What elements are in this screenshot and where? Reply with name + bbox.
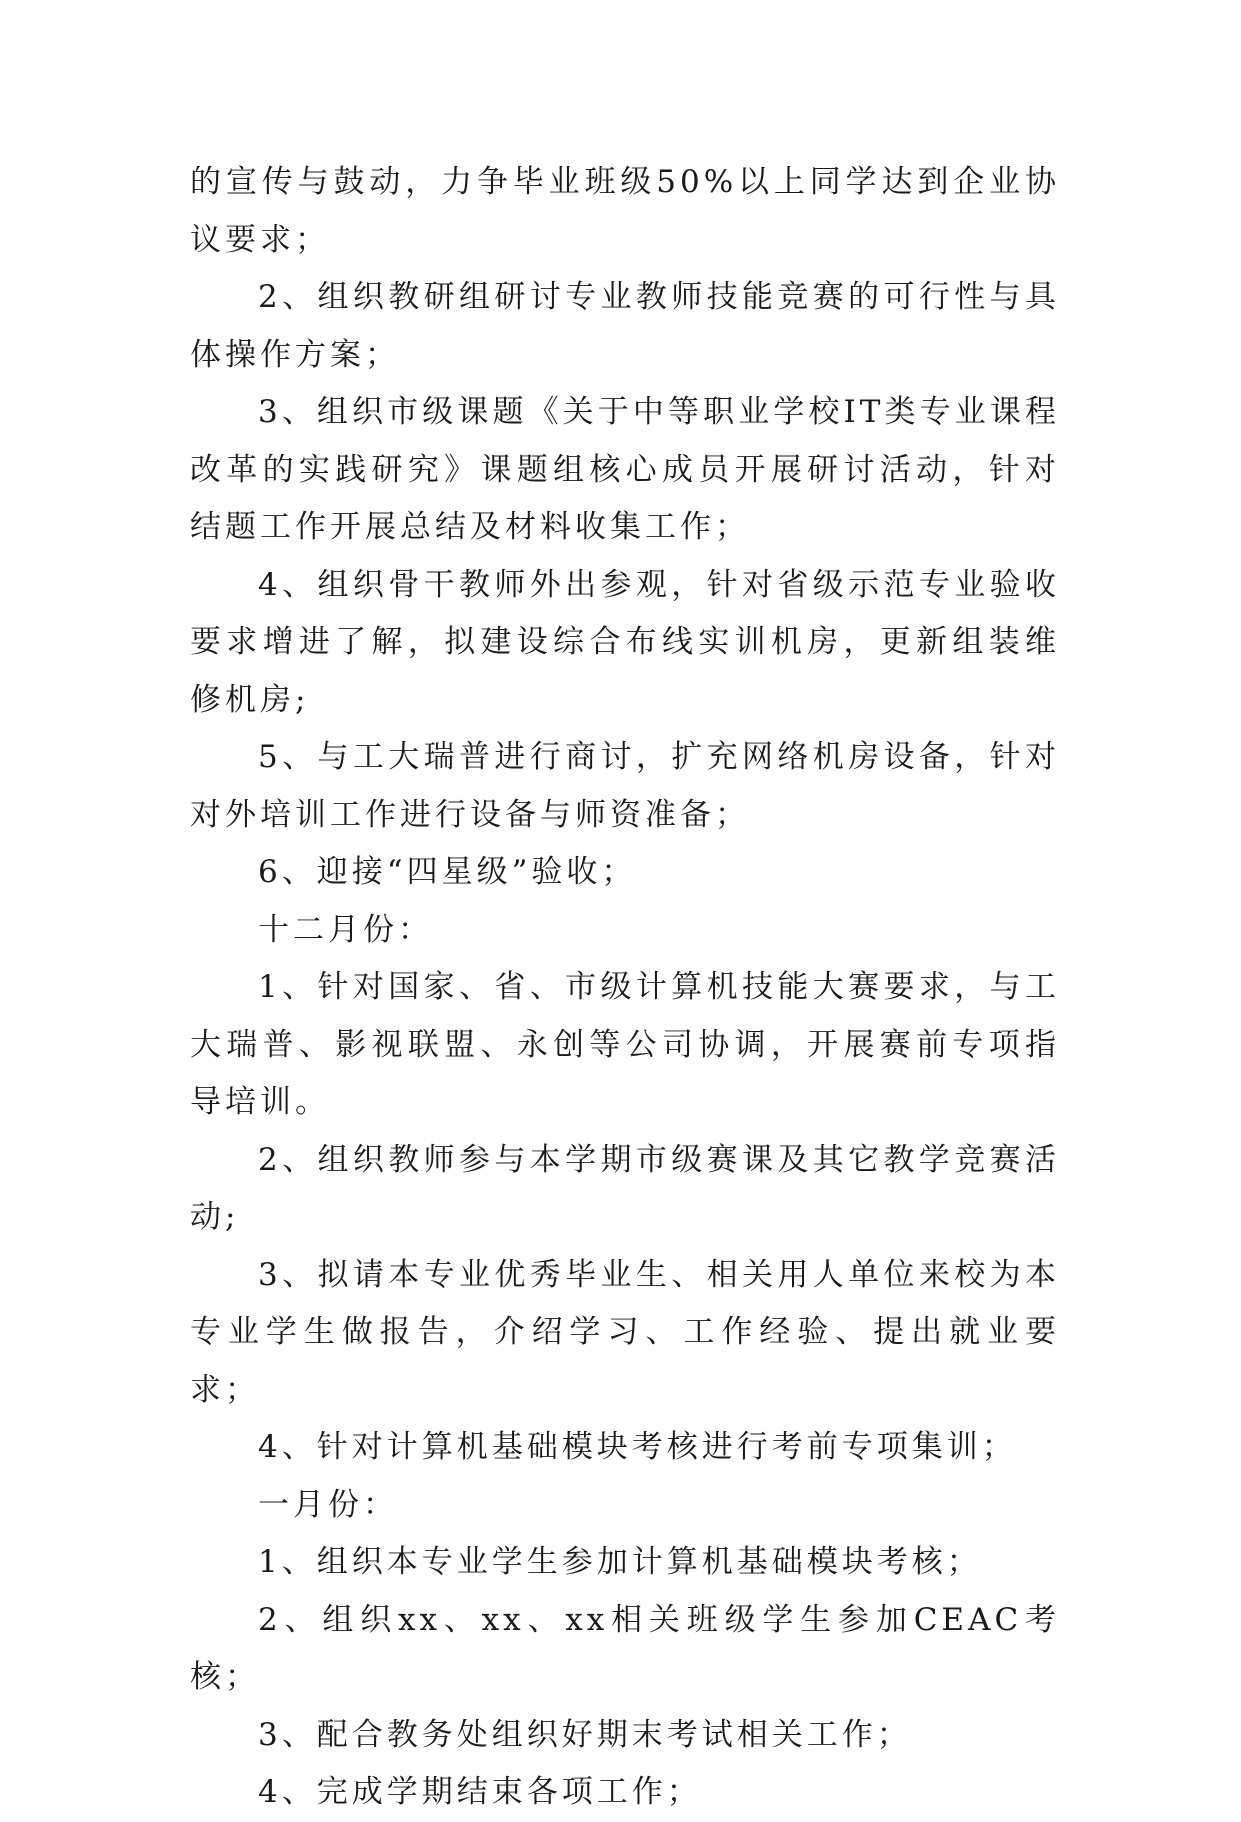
section-heading-december: 十二月份：	[258, 911, 433, 948]
paragraph-item: 2、组织教师参与本学期市级赛课及其它教学竞赛活动;	[190, 1141, 1060, 1235]
section-heading-january: 一月份：	[258, 1486, 398, 1523]
paragraph-item: 3、组织市级课题《关于中等职业学校IT类专业课程改革的实践研究》课题组核心成员开展研讨活动，针对结题工作开展总结及材料收集工作；	[190, 394, 1060, 545]
paragraph-item: 4、完成学期结束各项工作；	[258, 1774, 702, 1810]
paragraph-item: 3、配合教务处组织好期末考试相关工作；	[258, 1716, 912, 1753]
paragraph-item: 5、与工大瑞普进行商讨，扩充网络机房设备，针对对外培训工作进行设备与师资准备；	[190, 739, 1060, 833]
document-body	[190, 154, 1060, 1822]
paragraph-item: 6、迎接“四星级”验收；	[258, 854, 637, 890]
paragraph-item: 4、组织骨干教师外出参观，针对省级示范专业验收要求增进了解，拟建设综合布线实训机房，更新组装维修机房;	[190, 566, 1060, 718]
paragraph-item: 2、组织xx、xx、xx相关班级学生参加CEAC考核；	[190, 1601, 1060, 1695]
paragraph-item: 2、组织教研组研讨专业教师技能竞赛的可行性与具体操作方案；	[190, 279, 1060, 373]
paragraph-continuation: 的宣传与鼓动，力争毕业班级50%以上同学达到企业协议要求；	[190, 164, 1060, 258]
paragraph-item: 1、针对国家、省、市级计算机技能大赛要求，与工大瑞普、影视联盟、永创等公司协调，开展赛前专项指导培训。	[190, 969, 1060, 1120]
paragraph-item: 1、组织本专业学生参加计算机基础模块考核；	[258, 1544, 982, 1580]
paragraph-item: 4、针对计算机基础模块考核进行考前专项集训；	[258, 1429, 1017, 1465]
paragraph-item: 3、拟请本专业优秀毕业生、相关用人单位来校为本专业学生做报告，介绍学习、工作经验、提出就业要求；	[190, 1256, 1060, 1408]
